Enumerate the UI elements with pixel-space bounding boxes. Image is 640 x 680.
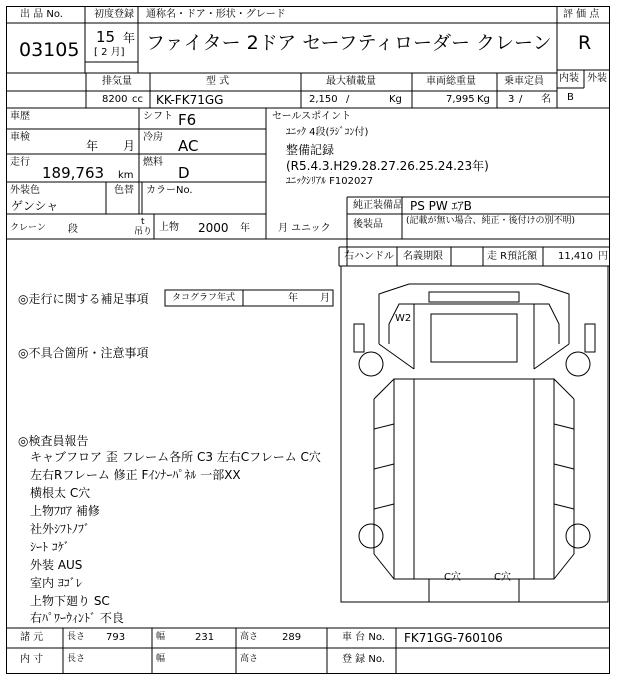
max-load-unit: Kg: [389, 94, 402, 105]
overall-score: R: [578, 32, 592, 54]
max-load-value: 2,150: [309, 94, 338, 105]
max-load-label: 最大積載量: [326, 76, 376, 87]
fuel-value: D: [178, 164, 190, 182]
interior-label: 内装: [559, 73, 579, 84]
interior-score: B: [567, 92, 574, 103]
aftermarket-label: 後装品: [353, 219, 383, 230]
chassis-label: 車 台 No.: [342, 632, 385, 643]
ext-color-label: 外装色: [10, 185, 40, 196]
first-reg-year-unit: 年: [123, 31, 136, 45]
inspector-line: 上物下廻り SC: [30, 594, 110, 608]
spec-label: 諸 元: [20, 632, 44, 643]
grade-label: 評 価 点: [563, 9, 600, 20]
lot-label: 出 品 No.: [20, 9, 63, 20]
auction-sheet: [6, 6, 610, 674]
capacity-label: 乗車定員: [504, 76, 544, 87]
length-label: 長さ: [67, 632, 86, 642]
inspector-line: 社外ｼﾌﾄﾉﾌﾞ: [30, 522, 91, 536]
capacity-unit: 名: [541, 94, 551, 105]
gross-weight-unit: Kg: [477, 94, 490, 105]
vehicle-diagram: [339, 264, 610, 606]
transfer-deadline-label: 名義期限: [403, 251, 443, 262]
lot-number: 03105: [19, 39, 80, 61]
history-label: 車歴: [10, 111, 30, 122]
sales-point-line: ﾕﾆｯｸｼﾘｱﾙ F102027: [286, 176, 374, 187]
inner-length-label: 長さ: [67, 654, 86, 664]
recycle-deposit-value: 11,410: [558, 251, 593, 262]
shift-value: F6: [178, 111, 197, 129]
inner-width-label: 幅: [156, 654, 166, 664]
first-reg-label: 初度登録: [94, 9, 134, 20]
mileage-label: 走行: [10, 157, 30, 168]
sales-point-line: 整備記録: [286, 143, 335, 157]
crane-stage-unit: 段: [68, 224, 78, 235]
upper-year-unit: 年: [240, 223, 250, 234]
sales-point-line: ﾕﾆｯｸ 4段(ﾗｼﾞｺﾝ付): [286, 127, 369, 138]
inspector-line: 上物ﾌﾛｱ 補修: [30, 504, 100, 518]
diagram-mark-c-right: C穴: [494, 572, 511, 583]
capacity-value: 3: [508, 94, 515, 105]
color-change-label: 色替: [114, 185, 134, 196]
inspector-line: 左右Rフレーム 修正 Fｲﾝﾅｰﾊﾟﾈﾙ 一部XX: [30, 468, 241, 482]
upper-year: 2000: [198, 221, 229, 235]
genuine-equipment-value: PS PW ｴｱB: [410, 199, 472, 213]
inspection-year-unit: 年: [86, 139, 99, 153]
genuine-equipment-label: 純正装備品: [353, 200, 403, 211]
width-label: 幅: [156, 632, 166, 642]
gross-weight-value: 7,995: [446, 94, 475, 105]
mileage-unit: km: [118, 170, 134, 181]
crane-hang-unit: 吊り: [134, 227, 153, 237]
shift-label: シフト: [143, 111, 173, 122]
height-label: 高さ: [240, 632, 259, 642]
displacement-unit: cc: [132, 94, 143, 105]
upper-maker: ユニック: [291, 223, 331, 234]
inspector-line: 室内 ﾖｺﾞﾚ: [30, 576, 82, 590]
diagram-mark-c-left: C穴: [444, 572, 461, 583]
aircon-label: 冷房: [143, 132, 163, 143]
gross-weight-label: 車両総重量: [426, 76, 476, 87]
right-hand-drive: 右ハンドル: [344, 251, 394, 262]
inspector-report-label: ◎検査員報告: [18, 434, 89, 448]
inspector-line: キャブフロア 歪 フレーム各所 C3 左右Cフレーム C穴: [30, 450, 321, 464]
tacho-label: タコグラフ年式: [172, 293, 236, 303]
mileage-value: 189,763: [42, 164, 105, 182]
sales-points-label: セールスポイント: [272, 111, 352, 122]
vehicle-name: ファイター 2ドア セーフティローダー クレーン: [146, 32, 552, 54]
color-code-label: カラーNo.: [146, 185, 193, 196]
aftermarket-note: (記載が無い場合、純正・後付けの別不明): [406, 216, 576, 226]
inspector-line: 外装 AUS: [30, 558, 83, 572]
first-reg-month: [ 2 月]: [94, 47, 125, 58]
inspection-month-unit: 月: [123, 139, 136, 153]
width-value: 231: [195, 632, 215, 643]
inspector-line: ｼｰﾄ ｺｹﾞ: [30, 540, 70, 554]
upper-label: 上物: [159, 222, 179, 233]
fuel-label: 燃料: [143, 157, 163, 168]
inspection-label: 車検: [10, 132, 30, 143]
capacity-slash: /: [519, 94, 523, 105]
height-value: 289: [282, 632, 302, 643]
crane-label: クレーン: [10, 223, 46, 233]
model-value: KK-FK71GG: [156, 93, 224, 107]
inspector-line: 右ﾊﾟﾜｰｳｨﾝﾄﾞ 不良: [30, 611, 124, 625]
first-reg-year: 15: [96, 28, 116, 46]
sales-point-line: (R5.4.3.H29.28.27.26.25.24.23年): [286, 159, 489, 173]
aircon-value: AC: [178, 137, 199, 155]
upper-month-unit: 月: [278, 223, 288, 234]
vehicle-name-label: 通称名・ドア・形状・グレード: [146, 9, 286, 20]
chassis-value: FK71GG-760106: [404, 631, 503, 645]
crane-ton-unit: t: [141, 217, 145, 227]
displacement-label: 排気量: [102, 76, 132, 87]
ext-color-value: ゲンシャ: [11, 199, 59, 213]
exterior-label: 外装: [587, 73, 607, 84]
recycle-deposit-unit: 円: [598, 251, 608, 262]
inner-dim-label: 内 寸: [20, 654, 44, 665]
inspector-line: 横根太 C穴: [30, 486, 91, 500]
inner-height-label: 高さ: [240, 654, 259, 664]
diagram-mark-w2: W2: [395, 313, 412, 324]
recycle-deposit-label: 走 R預託額: [487, 251, 538, 262]
driving-notes-label: ◎走行に関する補足事項: [18, 292, 149, 306]
model-label: 型 式: [206, 76, 230, 87]
displacement-value: 8200: [102, 94, 128, 105]
tacho-year-unit: 年: [288, 293, 298, 304]
max-load-slash: /: [346, 94, 350, 105]
registration-label: 登 録 No.: [342, 654, 385, 665]
tacho-month-unit: 月: [320, 293, 330, 304]
defects-label: ◎不具合箇所・注意事項: [18, 346, 149, 360]
length-value: 793: [106, 632, 126, 643]
